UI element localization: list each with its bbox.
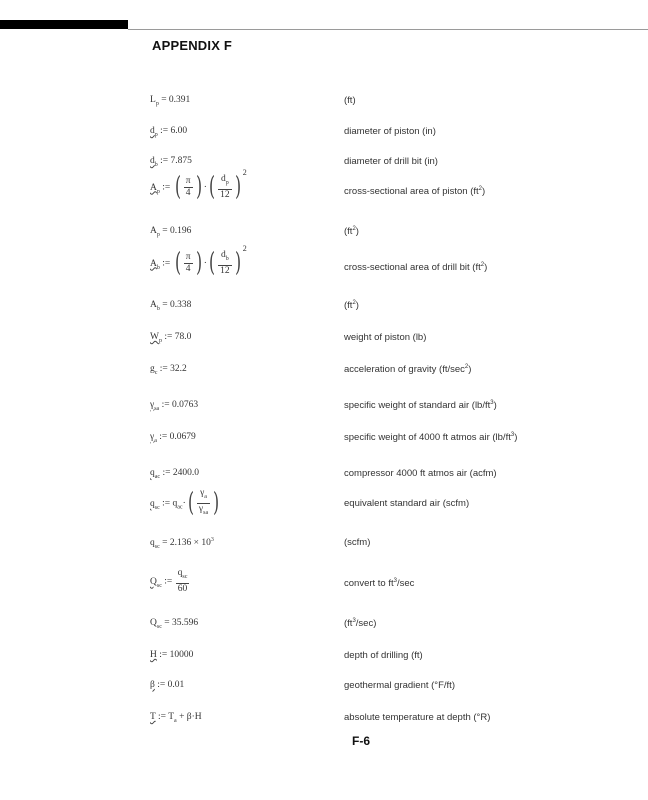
- var-name: $g_c$: [150, 364, 158, 376]
- header-bar: [0, 20, 128, 29]
- fraction: $\frac{d_p}{12}$: [220, 174, 230, 200]
- right-paren: ): [195, 248, 202, 279]
- description: absolute temperature at depth (°R): [344, 712, 491, 723]
- fraction: $\frac{\pi}{4}$: [185, 175, 191, 198]
- var-name: $\gamma_{sa}$: [150, 400, 160, 412]
- var-name: $A_b$: [150, 258, 160, 271]
- equation: [150, 95, 190, 107]
- left-paren: (: [174, 248, 181, 279]
- fraction: $\frac{d_b}{12}$: [220, 250, 230, 276]
- description: $(ft^3/\sec)$: [344, 618, 377, 630]
- description: specific weight of 4000 ft atmos air $(lb/ft^3)$: [344, 432, 518, 444]
- value: 2.136 × 10: [169, 538, 211, 549]
- var-name: $W_p$: [150, 332, 162, 344]
- value: 32.2: [170, 364, 187, 374]
- description: equivalent standard air (scfm): [344, 498, 470, 509]
- var-name: q: [150, 538, 155, 549]
- operator: :=: [159, 400, 172, 410]
- var-name: $q_{sc}$: [150, 498, 160, 511]
- description: weight of piston (lb): [344, 332, 427, 343]
- operator: =: [159, 226, 170, 236]
- var-name: Q: [150, 618, 157, 628]
- description: (ft): [344, 95, 356, 106]
- description: diameter of drill bit (in): [344, 156, 438, 167]
- left-paren: (: [208, 248, 216, 279]
- operator: :=: [161, 576, 175, 587]
- description: compressor 4000 ft atmos air (acfm): [344, 468, 497, 479]
- var-name: $d_p$: [150, 126, 158, 138]
- description: cross-sectional area of drill bit $(ft^2)$: [344, 262, 488, 274]
- value: 0.0763: [171, 400, 199, 410]
- description: depth of drilling (ft): [344, 650, 423, 661]
- var-name: H: [150, 650, 157, 660]
- term: q: [172, 498, 178, 509]
- operator: :=: [159, 182, 173, 193]
- term-sub: ac: [177, 504, 183, 511]
- operator: :=: [157, 156, 171, 166]
- var-name: β: [150, 680, 155, 690]
- right-paren: ): [195, 172, 202, 203]
- description: acceleration of gravity $(ft/\sec^2)$: [344, 364, 472, 376]
- fraction: $\frac{q_{sc}}{60}$: [177, 568, 188, 594]
- appendix-title: APPENDIX F: [152, 38, 233, 53]
- exponent: 2: [242, 244, 247, 253]
- value-exponent: 3: [210, 537, 214, 543]
- page-number: F-6: [352, 734, 370, 748]
- operator: :=: [157, 126, 171, 136]
- equation: [150, 568, 190, 595]
- var-sub: p: [155, 100, 159, 107]
- value-sub: a: [174, 717, 177, 724]
- fraction: $\frac{\gamma_a}{\gamma_{sa}}$: [198, 488, 209, 516]
- value: 0.01: [167, 680, 185, 690]
- value: T: [168, 712, 175, 722]
- operator: :=: [157, 364, 171, 374]
- value: 10000: [169, 650, 194, 660]
- equation: [150, 618, 198, 630]
- description: specific weight of standard air $(lb/ft^3)$: [344, 400, 497, 412]
- header-rule: [128, 29, 648, 30]
- var-name: $d_b$: [150, 156, 158, 168]
- var-name: T: [150, 712, 156, 722]
- equation: [150, 364, 187, 376]
- value-tail: + β·H: [176, 712, 202, 722]
- equation: [150, 226, 191, 238]
- var-name: A: [150, 226, 157, 236]
- operator: :=: [156, 432, 170, 442]
- equation: [150, 650, 193, 660]
- equation: [150, 712, 202, 724]
- value: 0.0679: [169, 432, 196, 442]
- equation: [150, 300, 191, 312]
- left-paren: (: [187, 488, 194, 519]
- value: 0.391: [168, 95, 191, 105]
- description: $(ft^2)$: [344, 300, 359, 312]
- var-name: $Q_{sc}$: [150, 576, 162, 589]
- description: $(ft^2)$: [344, 226, 359, 238]
- description: cross-sectional area of piston $(ft^2)$: [344, 186, 486, 198]
- operator: :=: [159, 258, 173, 269]
- operator: =: [158, 95, 169, 105]
- description: diameter of piston (in): [344, 126, 436, 137]
- value: 7.875: [170, 156, 192, 166]
- operator: ·: [182, 498, 186, 509]
- operator: =: [159, 300, 170, 310]
- operator: :=: [160, 468, 173, 478]
- right-paren: ): [234, 172, 241, 203]
- operator: :=: [154, 680, 168, 690]
- var-name: $\gamma_a$: [150, 432, 157, 444]
- var-name: $q_{ac}$: [150, 468, 161, 480]
- equation: $A_p$ := ( $\frac{\pi}{4}$ ) ·( $\frac{d_p}{12}$ ) 2: [150, 168, 247, 203]
- left-paren: (: [208, 172, 216, 203]
- value: 35.596: [171, 618, 199, 628]
- equation: [150, 156, 192, 168]
- description: (scfm): [344, 537, 371, 548]
- equation: [150, 680, 184, 690]
- operator: :=: [159, 498, 173, 509]
- equation: [150, 488, 221, 519]
- description: convert to $ft^3/\sec$: [344, 578, 415, 590]
- value: 2400.0: [172, 468, 199, 478]
- value: 6.00: [170, 126, 188, 136]
- equation: [150, 126, 187, 138]
- equation: $A_b$ := ( $\frac{\pi}{4}$ ) ·( $\frac{d_b}{12}$ ) 2: [150, 244, 247, 279]
- right-paren: ): [213, 488, 220, 519]
- var-name: $A_p$: [150, 182, 160, 195]
- operator: :=: [156, 650, 170, 660]
- operator: =: [159, 538, 170, 549]
- var-sub: sc: [154, 544, 160, 551]
- equation: [150, 332, 191, 344]
- var-sub: b: [156, 305, 160, 312]
- value: 0.196: [169, 226, 192, 236]
- equation: [150, 468, 199, 480]
- var-name: A: [150, 300, 157, 310]
- exponent: 2: [242, 168, 247, 177]
- equation: [150, 400, 198, 412]
- equation: [150, 537, 214, 550]
- right-paren: ): [234, 248, 241, 279]
- value: 0.338: [169, 300, 192, 310]
- value: 78.0: [174, 332, 192, 342]
- var-name: L: [150, 95, 156, 105]
- description: geothermal gradient (°F/ft): [344, 680, 455, 691]
- operator: :=: [161, 332, 175, 342]
- fraction: $\frac{\pi}{4}$: [185, 251, 191, 274]
- operator: =: [161, 618, 172, 628]
- var-sub: p: [156, 231, 160, 238]
- var-sub: sc: [156, 623, 162, 630]
- operator: :=: [155, 712, 169, 722]
- left-paren: (: [174, 172, 181, 203]
- equation: [150, 432, 196, 444]
